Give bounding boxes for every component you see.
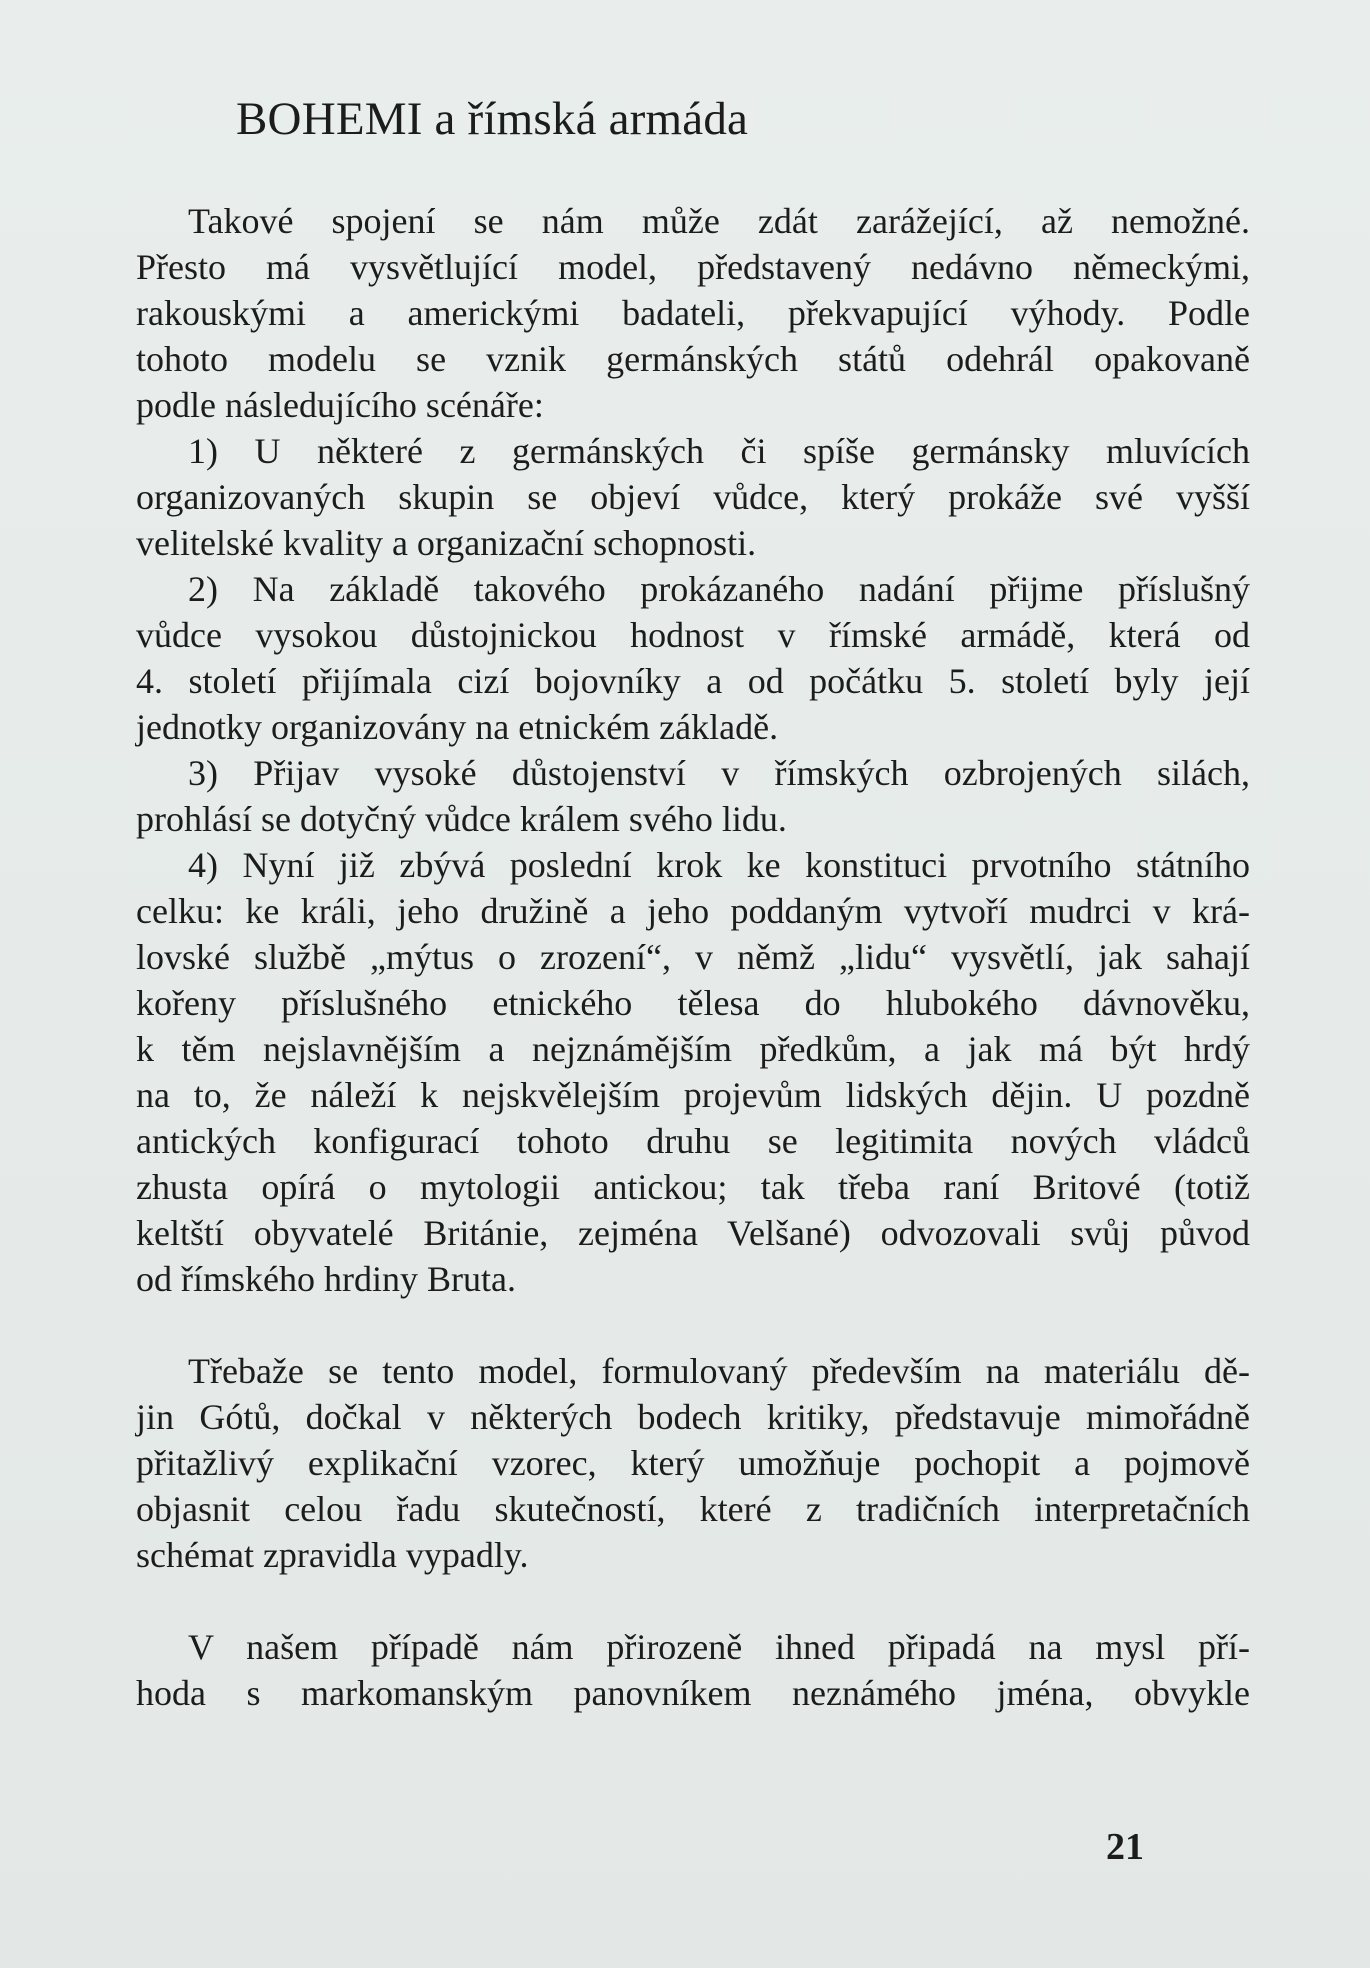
text-line: tohoto modelu se vznik germánských států odehrál opakovaně: [136, 339, 1250, 379]
text-line: podle následujícího scénáře:: [136, 385, 544, 425]
text-line: kořeny příslušného etnického tělesa do hlubokého dávnověku,: [136, 983, 1250, 1023]
text-line: Přesto má vysvětlující model, představený nedávno německými,: [136, 247, 1250, 287]
page-body: [136, 198, 1250, 1716]
paragraph-model-critique: [136, 1348, 1250, 1578]
text-line: lovské službě „mýtus o zrození“, v němž „lidu“ vysvětlí, jak sahají: [136, 937, 1250, 977]
paragraph-point-3: [136, 750, 1250, 842]
text-line: celku: ke králi, jeho družině a jeho poddaným vytvoří mudrci v krá-: [136, 891, 1250, 931]
text-line: přitažlivý explikační vzorec, který umožňuje pochopit a pojmově: [136, 1443, 1250, 1483]
text-line: prohlásí se dotyčný vůdce králem svého lidu.: [136, 799, 787, 839]
text-line: zhusta opírá o mytologii antickou; tak třeba raní Britové (totiž: [136, 1167, 1250, 1207]
text-line: na to, že náleží k nejskvělejším projevům lidských dějin. U pozdně: [136, 1075, 1250, 1115]
paragraph-intro: [136, 198, 1250, 428]
text-line: schémat zpravidla vypadly.: [136, 1535, 529, 1575]
text-line: organizovaných skupin se objeví vůdce, který prokáže své vyšší: [136, 477, 1250, 517]
text-line: V našem případě nám přirozeně ihned připadá na mysl pří-: [188, 1627, 1250, 1667]
text-line: velitelské kvality a organizační schopnosti.: [136, 523, 757, 563]
paragraph-markomani: [136, 1624, 1250, 1716]
text-line: rakouskými a americkými badateli, překvapující výhody. Podle: [136, 293, 1250, 333]
text-line: Třebaže se tento model, formulovaný především na materiálu dě-: [188, 1351, 1250, 1391]
text-line: jin Gótů, dočkal v některých bodech kritiky, představuje mimořádně: [136, 1397, 1250, 1437]
page-number: 21: [1106, 1826, 1144, 1868]
text-line: antických konfigurací tohoto druhu se legitimita nových vládců: [136, 1121, 1250, 1161]
chapter-title: BOHEMI a římská armáda: [236, 93, 749, 145]
text-line: 4) Nyní již zbývá poslední krok ke konstituci prvotního státního: [188, 845, 1250, 885]
text-line: hoda s markomanským panovníkem neznámého jména, obvykle: [136, 1673, 1250, 1713]
text-line: k těm nejslavnějším a nejznámějším předkům, a jak má být hrdý: [136, 1029, 1250, 1069]
text-line: 3) Přijav vysoké důstojenství v římských ozbrojených silách,: [188, 753, 1250, 793]
text-line: 1) U některé z germánských či spíše germánsky mluvících: [188, 431, 1250, 471]
paragraph-point-1: [136, 428, 1250, 566]
paragraph-point-4: [136, 842, 1250, 1302]
text-line: keltští obyvatelé Británie, zejména Velšané) odvozovali svůj původ: [136, 1213, 1250, 1253]
text-line: jednotky organizovány na etnickém základě.: [136, 707, 779, 747]
paragraph-point-2: [136, 566, 1250, 750]
text-line: Takové spojení se nám může zdát zarážející, až nemožné.: [188, 201, 1250, 241]
text-line: vůdce vysokou důstojnickou hodnost v římské armádě, která od: [136, 615, 1250, 655]
text-line: objasnit celou řadu skutečností, které z tradičních interpretačních: [136, 1489, 1250, 1529]
text-line: od římského hrdiny Bruta.: [136, 1259, 516, 1299]
text-line: 2) Na základě takového prokázaného nadání přijme příslušný: [188, 569, 1250, 609]
text-line: 4. století přijímala cizí bojovníky a od počátku 5. století byly její: [136, 661, 1250, 701]
